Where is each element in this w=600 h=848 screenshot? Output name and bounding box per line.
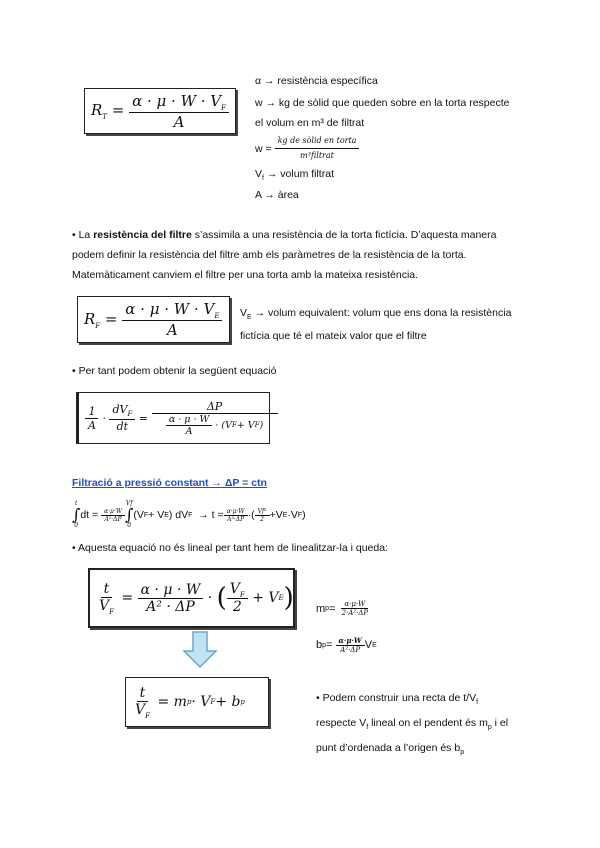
bp-formula: b p = $\frac{\alpha\cdot\mu\cdot W}{\text{A²·ΔP}}$ V E	[316, 636, 377, 654]
rf-lhs: $R_F$ =	[84, 309, 123, 330]
alpha-definition: α → resistència específica	[255, 75, 378, 87]
w-definition-line1: w → kg de sòlid que queden sobre en la torta respecte	[255, 97, 510, 109]
w-definition-line2: el volum en m³ de filtrat	[255, 117, 365, 129]
equation-flow-box: $\frac{1}{A}$ · $\frac{dV_F}{dt}$ = ΔP $\frac{\alpha \cdot \mu \cdot W}{A}$ · (V F + V F )	[76, 392, 270, 444]
rt-fraction: $\frac{\alpha \cdot \mu \cdot W \cdot V_F}{A}$	[129, 92, 229, 131]
rt-lhs: $R_T$ =	[91, 101, 130, 121]
equation-rf-box	[77, 296, 230, 343]
area-definition: A → àrea	[255, 189, 299, 201]
integral-equation: t ∫ 0 dt = $\frac{\alpha\cdot\mu\cdot W}{\text{A²·ΔP}}$ Vf ∫ 0 (V F + V E ) dV F → t = $\frac{\alpha\cdot\mu\cdot W}{\text{A²·ΔP}}$ ·( $\frac{\text{Vf²}}{2}$ +V E ·V F )	[72, 500, 306, 529]
rf-fraction: $\frac{\alpha \cdot \mu \cdot W \cdot V_E}{A}$	[122, 300, 222, 339]
equation-rt-box	[84, 88, 236, 134]
paragraph-linearize: • Aquesta equació no és lineal per tant hem de linealitzar-la i queda:	[72, 542, 388, 554]
vf-definition: $V_f$ → volum filtrat	[255, 168, 334, 183]
w-formula: w = $\frac{\text{kg de sòlid en torta}}{\text{m³filtrat}}$	[255, 134, 359, 163]
mp-formula: m p = $\frac{\alpha\cdot\mu\cdot W}{\text{2·A²·ΔP}}$	[316, 600, 369, 617]
paragraph-filter-resistance: • La resistència del filtre s’assimila a una resistència de la torta fictícia. D’aquesta manera podem definir la resistència del filtre amb els paràmetres de la resistència de la torta. Matemàticament canviem el filtre per una torta amb la mateixa resistència.	[72, 229, 497, 281]
section-heading-constant-pressure: Filtració a pressió constant → ΔP = ctn	[72, 477, 267, 489]
paragraph-line-construction: • Podem construir una recta de $t/V_f$ respecte $V_f$ lineal on el pendent és $m_p$ i el punt d’ordenada a l’origen és $b_p$	[316, 692, 509, 757]
paragraph-equation-intro: • Per tant podem obtenir la següent equació	[72, 365, 277, 377]
equation-final-box: $\frac{t}{V_F}$ = m p · V F + b p	[125, 677, 269, 727]
ve-definition: $V_E$ → volum equivalent: volum que ens dona la resistència fictícia que té el mateix valor que el filtre	[240, 307, 512, 343]
down-arrow-icon	[182, 631, 218, 669]
equation-linear-box: $\frac{t}{V_F}$ = $\frac{\alpha \cdot \mu \cdot W}{\text{A² · ΔP}}$ · ( $\frac{V_F}{2}$ + V E )	[88, 568, 295, 628]
